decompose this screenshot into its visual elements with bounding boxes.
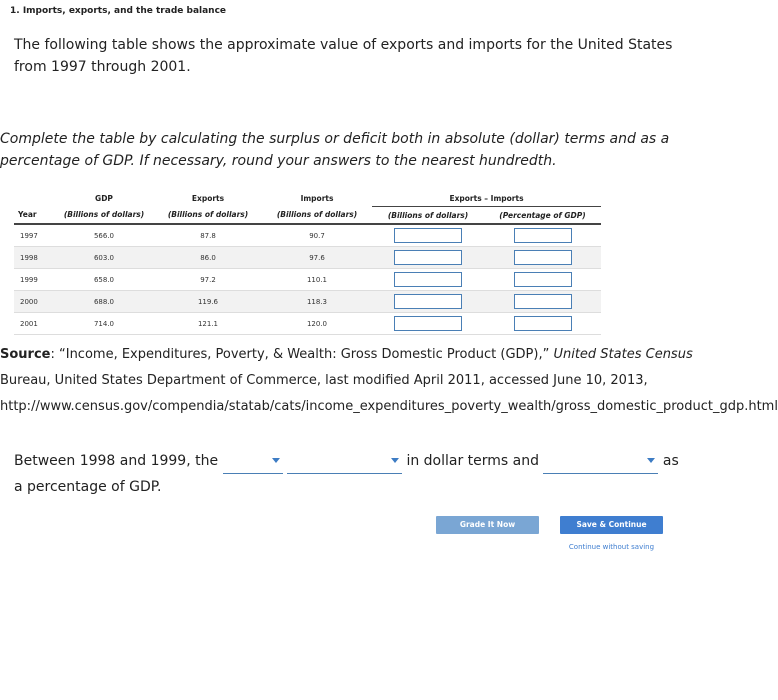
chevron-down-icon (647, 458, 655, 463)
source-url: http://www.census.gov/compendia/statab/cats/income_expenditures_poverty_wealth/gross_domestic_product_gdp.html (0, 399, 778, 414)
table-row (14, 269, 601, 291)
imports-cell: 110.1 (262, 269, 372, 291)
intro-line-1: The following table shows the approximate value of exports and imports for the United States (14, 37, 673, 53)
ei-dollar-cell (372, 313, 484, 335)
gdp-header: GDP (95, 193, 113, 203)
imports-subheader: (Billions of dollars) (262, 207, 372, 225)
ei-pct-input-1997[interactable] (514, 228, 572, 243)
table-row (14, 224, 601, 247)
exports-cell: 87.8 (154, 224, 262, 247)
save-and-continue-button[interactable]: Save & Continue (560, 516, 663, 534)
source-text: : “Income, Expenditures, Poverty, & Wealth: Gross Domestic Product (GDP),” (50, 347, 554, 362)
ei-dollar-cell (372, 291, 484, 313)
instructions (0, 128, 680, 172)
imports-cell: 120.0 (262, 313, 372, 335)
exports-header: Exports (191, 193, 225, 203)
exports-cell: 97.2 (154, 269, 262, 291)
ei-dollar-cell (372, 247, 484, 269)
year-header-spacer (14, 190, 54, 207)
fill-in-sentence (14, 448, 684, 500)
gdp-cell: 688.0 (54, 291, 154, 313)
gdp-subheader: (Billions of dollars) (54, 207, 154, 225)
year-cell: 1997 (14, 224, 54, 247)
exports-cell: 119.6 (154, 291, 262, 313)
ei-dollar-input-1997[interactable] (394, 228, 462, 243)
trade-balance-term-dropdown[interactable] (223, 455, 283, 474)
ei-dollar-cell (372, 224, 484, 247)
ei-pct-input-2001[interactable] (514, 316, 572, 331)
ei-dollar-input-1999[interactable] (394, 272, 462, 287)
year-cell: 2001 (14, 313, 54, 335)
gdp-cell: 658.0 (54, 269, 154, 291)
ei-pct-cell (484, 291, 601, 313)
imports-header: Imports (300, 193, 334, 203)
table-row (14, 247, 601, 269)
source-publication: United States Census (553, 347, 693, 362)
source-label: Source (0, 347, 51, 362)
intro-line-2: from 1997 through 2001. (14, 59, 191, 75)
imports-cell: 97.6 (262, 247, 372, 269)
ei-dollar-subheader: (Billions of dollars) (372, 207, 484, 225)
ei-pct-input-1998[interactable] (514, 250, 572, 265)
year-cell: 1999 (14, 269, 54, 291)
year-cell: 1998 (14, 247, 54, 269)
ei-pct-cell (484, 224, 601, 247)
year-cell: 2000 (14, 291, 54, 313)
ei-dollar-input-1998[interactable] (394, 250, 462, 265)
instructions-line-2: percentage of GDP. If necessary, round your answers to the nearest hundredth. (0, 153, 557, 169)
source-line-2: Bureau, United States Department of Commerce, last modified April 2011, accessed June 10, 2013, (0, 373, 648, 388)
intro-text (14, 34, 674, 78)
ei-pct-cell (484, 313, 601, 335)
exports-subheader: (Billions of dollars) (154, 207, 262, 225)
gdp-cell: 714.0 (54, 313, 154, 335)
fill-part-1: Between 1998 and 1999, the (14, 453, 219, 469)
ei-dollar-input-2001[interactable] (394, 316, 462, 331)
exports-cell: 121.1 (154, 313, 262, 335)
ei-pct-cell (484, 269, 601, 291)
question-title: 1. Imports, exports, and the trade balance (10, 6, 227, 16)
source-citation (0, 342, 778, 420)
gdp-cell: 603.0 (54, 247, 154, 269)
fill-part-4: a percentage of GDP. (14, 479, 162, 495)
imports-cell: 118.3 (262, 291, 372, 313)
table-row (14, 313, 601, 335)
ei-pct-cell (484, 247, 601, 269)
table-row (14, 291, 601, 313)
ei-pct-subheader: (Percentage of GDP) (484, 207, 601, 225)
imports-cell: 90.7 (262, 224, 372, 247)
exports-cell: 86.0 (154, 247, 262, 269)
gdp-cell: 566.0 (54, 224, 154, 247)
ei-dollar-cell (372, 269, 484, 291)
instructions-line-1: Complete the table by calculating the surplus or deficit both in absolute (dollar) terms and as a (0, 131, 670, 147)
dollar-change-dropdown[interactable] (287, 455, 402, 474)
ei-pct-input-2000[interactable] (514, 294, 572, 309)
grade-it-now-button[interactable]: Grade It Now (436, 516, 539, 534)
chevron-down-icon (391, 458, 399, 463)
fill-part-3: as (662, 453, 679, 469)
continue-without-saving-link[interactable]: Continue without saving (568, 543, 655, 551)
year-header: Year (14, 207, 54, 225)
ei-pct-input-1999[interactable] (514, 272, 572, 287)
fill-part-2: in dollar terms and (406, 453, 540, 469)
exports-minus-imports-header: Exports – Imports (372, 190, 601, 207)
trade-table (14, 190, 601, 335)
ei-dollar-input-2000[interactable] (394, 294, 462, 309)
chevron-down-icon (272, 458, 280, 463)
percentage-change-dropdown[interactable] (543, 455, 658, 474)
